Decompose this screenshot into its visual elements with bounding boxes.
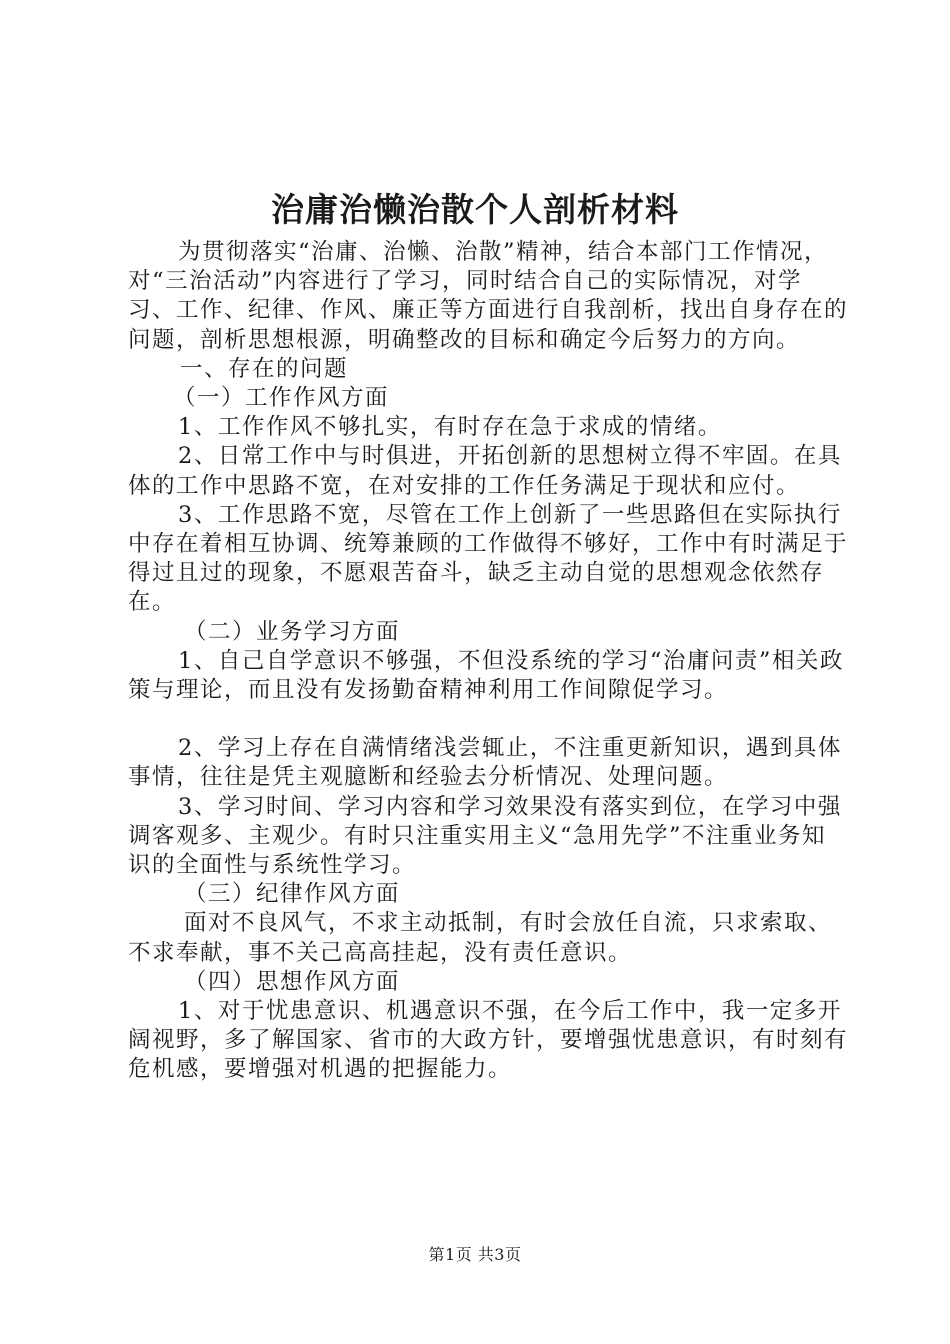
intro-paragraph: 为贯彻落实“治庸、治懒、治散”精神，结合本部门工作情况，对“三治活动”内容进行了学习，同时结合自己的实际情况，对学习、工作、纪律、作风、廉正等方面进行自我剖析，找出自身存在的问题，剖析思想根源，明确整改的目标和确定今后努力的方向。 xyxy=(128,239,849,353)
section-heading-problems: 一、存在的问题 xyxy=(180,355,349,382)
subsection-heading-thought: （四）思想作风方面 xyxy=(184,968,401,995)
work-style-item-3: 3、工作思路不宽，尽管在工作上创新了一些思路但在实际执行中存在着相互协调、统筹兼顾的工作做得不够好，工作中有时满足于得过且过的现象，不愿艰苦奋斗，缺乏主动自觉的思想观念依然存在。 xyxy=(128,501,849,616)
thought-item-1: 1、对于忧患意识、机遇意识不强，在今后工作中，我一定多开阔视野，多了解国家、省市的大政方针，要增强忧患意识，有时刻有危机感，要增强对机遇的把握能力。 xyxy=(128,998,849,1083)
study-item-2: 2、学习上存在自满情绪浅尝辄止，不注重更新知识，遇到具体事情，往往是凭主观臆断和经验去分析情况、处理问题。 xyxy=(128,735,842,791)
discipline-item-1: 面对不良风气，不求主动抵制，有时会放任自流，只求索取、不求奉献，事不关己高高挂起，没有责任意识。 xyxy=(128,910,833,966)
subsection-heading-discipline: （三）纪律作风方面 xyxy=(184,881,401,908)
work-style-item-1: 1、工作作风不够扎实，有时存在急于求成的情绪。 xyxy=(178,414,722,441)
document-title: 治庸治懒治散个人剖析材料 xyxy=(271,190,679,229)
study-item-3: 3、学习时间、学习内容和学习效果没有落实到位，在学习中强调客观多、主观少。有时只注重实用主义“急用先学”不注重业务知识的全面性与系统性学习。 xyxy=(128,793,842,879)
work-style-item-2: 2、日常工作中与时俱进，开拓创新的思想树立得不牢固。在具体的工作中思路不宽，在对安排的工作任务满足于现状和应付。 xyxy=(128,443,842,499)
paragraph-gap xyxy=(128,705,848,734)
subsection-heading-study: （二）业务学习方面 xyxy=(184,618,401,645)
subsection-heading-work-style: （一）工作作风方面 xyxy=(173,385,390,412)
study-item-1: 1、自己自学意识不够强，不但没系统的学习“治庸问责”相关政策与理论，而且没有发扬勤奋精神利用工作间隙促学习。 xyxy=(128,647,844,704)
document-body xyxy=(128,238,848,1085)
page-number: 第1页 共3页 xyxy=(428,1245,522,1264)
